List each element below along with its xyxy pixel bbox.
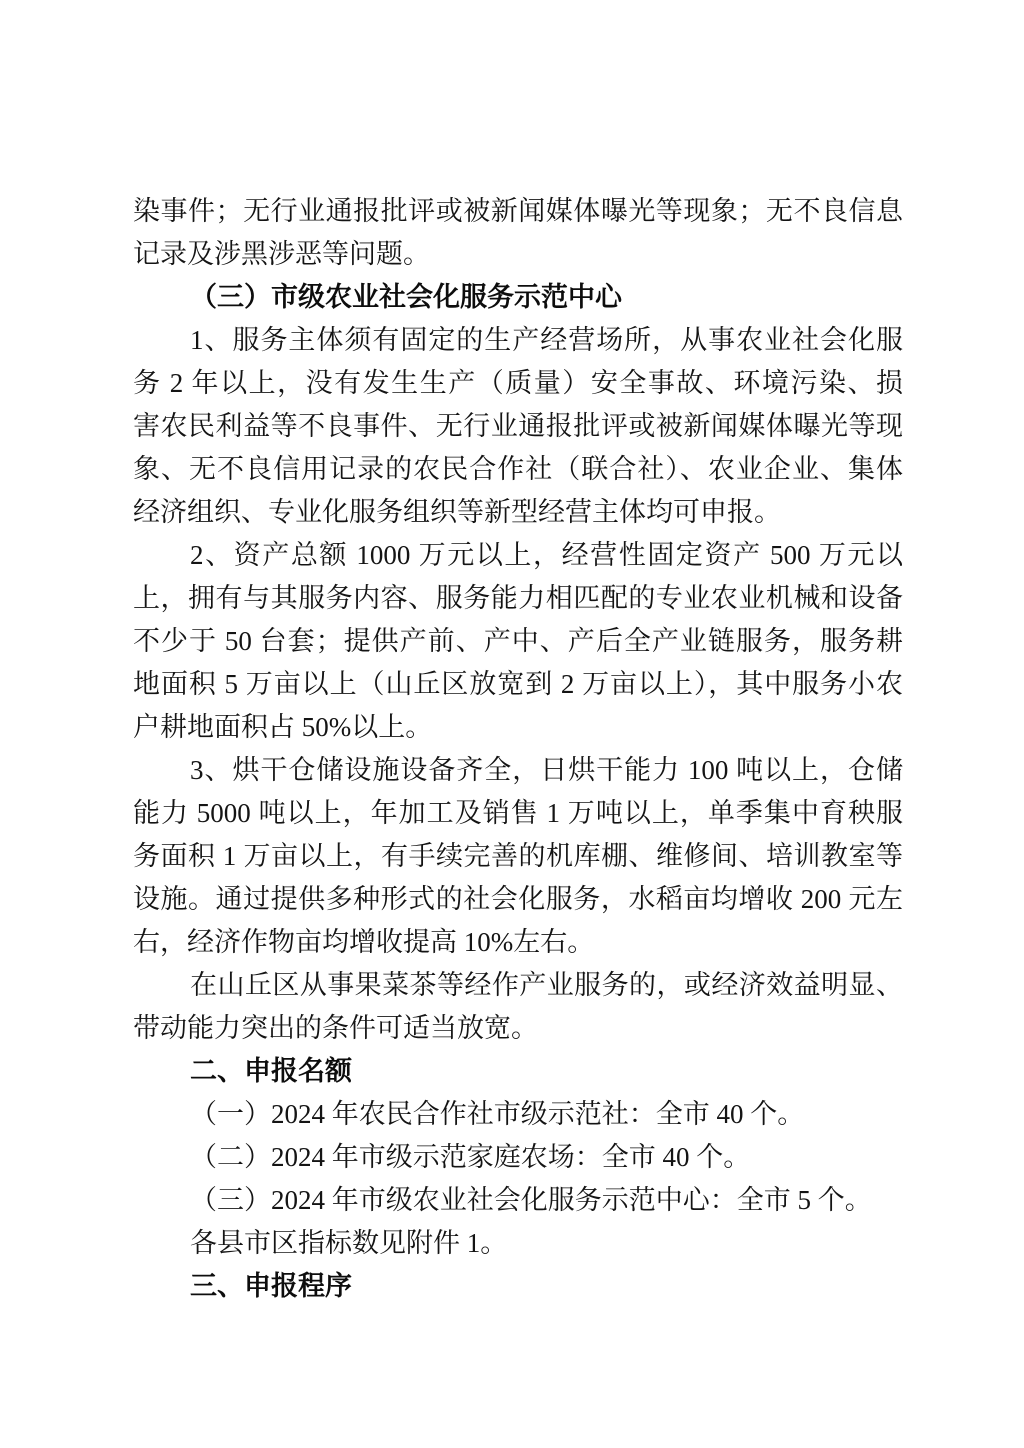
body-line: 在山丘区从事果菜茶等经作产业服务的，或经济效益明显、 <box>190 970 903 1000</box>
subsection-heading-3: （三）市级农业社会化服务示范中心 <box>190 282 622 312</box>
document-body <box>133 190 903 1308</box>
body-line-item-1: 1、服务主体须有固定的生产经营场所，从事农业社会化服 <box>190 325 903 355</box>
body-line: 带动能力突出的条件可适当放宽。 <box>133 1013 538 1043</box>
section-heading-3: 三、申报程序 <box>190 1271 352 1301</box>
body-line: 害农民利益等不良事件、无行业通报批评或被新闻媒体曝光等现 <box>133 411 903 441</box>
body-line: 务面积 1 万亩以上，有手续完善的机库棚、维修间、培训教室等 <box>133 841 903 871</box>
body-line: 能力 5000 吨以上，年加工及销售 1 万吨以上，单季集中育秧服 <box>133 798 903 828</box>
body-line: 象、无不良信用记录的农民合作社（联合社）、农业企业、集体 <box>133 454 903 484</box>
quota-line-service-center: （三）2024 年市级农业社会化服务示范中心：全市 5 个。 <box>190 1185 872 1215</box>
body-line: 经济组织、专业化服务组织等新型经营主体均可申报。 <box>133 497 781 527</box>
body-line: 上，拥有与其服务内容、服务能力相匹配的专业农业机械和设备 <box>133 583 903 613</box>
body-line-item-2: 2、资产总额 1000 万元以上，经营性固定资产 500 万元以 <box>190 540 903 570</box>
body-line: 记录及涉黑涉恶等问题。 <box>133 239 430 269</box>
quota-note-line: 各县市区指标数见附件 1。 <box>190 1228 508 1258</box>
quota-line-family-farm: （二）2024 年市级示范家庭农场：全市 40 个。 <box>190 1142 751 1172</box>
body-line: 地面积 5 万亩以上（山丘区放宽到 2 万亩以上），其中服务小农 <box>133 669 903 699</box>
body-line: 染事件；无行业通报批评或被新闻媒体曝光等现象；无不良信息 <box>133 196 903 226</box>
quota-line-coop: （一）2024 年农民合作社市级示范社：全市 40 个。 <box>190 1099 805 1129</box>
body-line: 务 2 年以上，没有发生生产（质量）安全事故、环境污染、损 <box>133 368 903 398</box>
body-line: 右，经济作物亩均增收提高 10%左右。 <box>133 927 595 957</box>
body-line: 不少于 50 台套；提供产前、产中、产后全产业链服务，服务耕 <box>133 626 903 656</box>
body-line-item-3: 3、烘干仓储设施设备齐全，日烘干能力 100 吨以上，仓储 <box>190 755 903 785</box>
body-line: 户耕地面积占 50%以上。 <box>133 712 433 742</box>
section-heading-2: 二、申报名额 <box>190 1056 352 1086</box>
body-line: 设施。通过提供多种形式的社会化服务，水稻亩均增收 200 元左 <box>133 884 903 914</box>
